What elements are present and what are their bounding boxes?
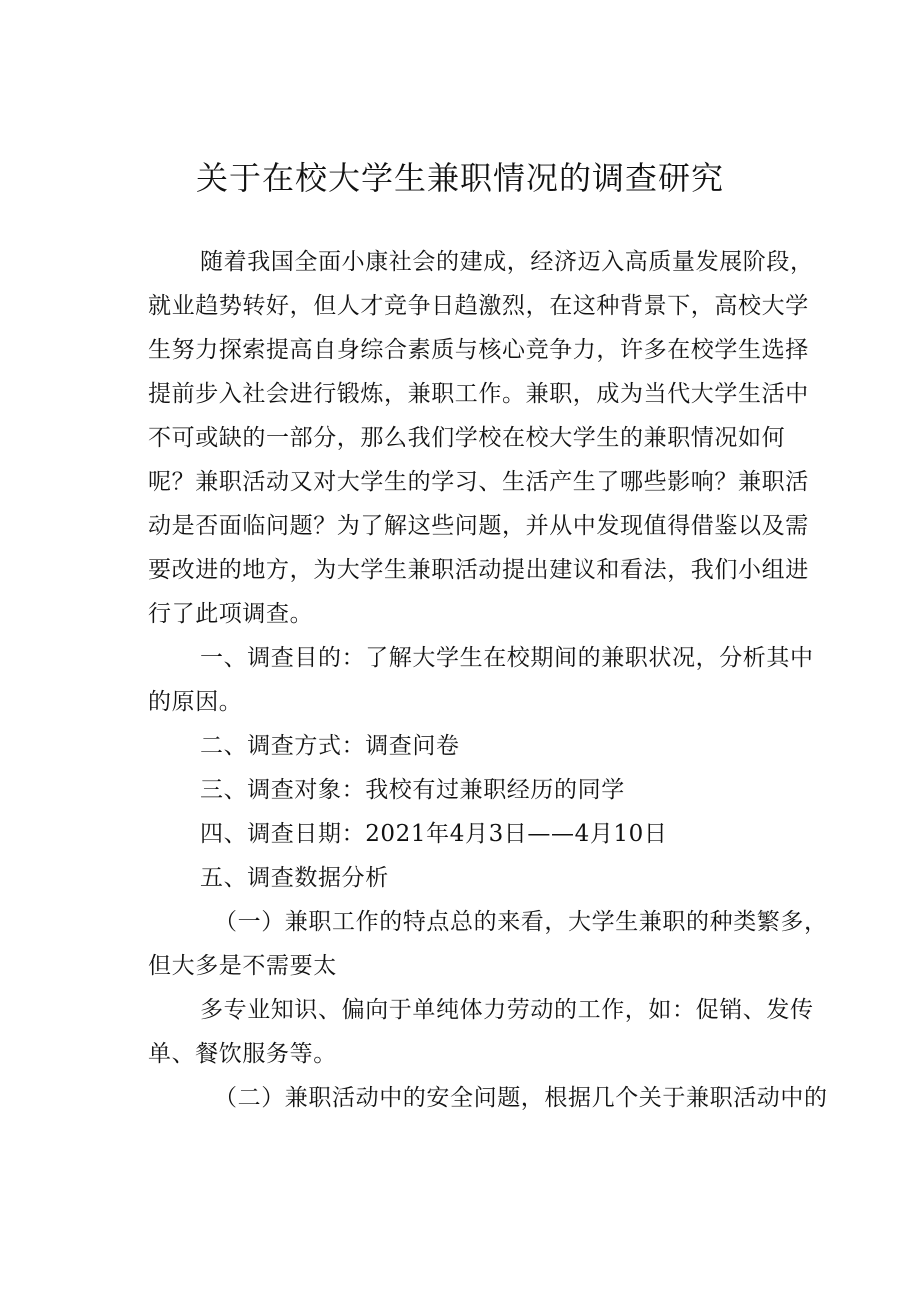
survey-method-paragraph: 二、调查方式：调查问卷 <box>200 733 460 759</box>
intro-paragraph: 随着我国全面小康社会的建成，经济迈入高质量发展阶段，就业趋势转好，但人才竞争日趋激烈，在这种背景下，高校大学生努力探索提高自身综合素质与核心竞争力，许多在校学生选择提前步入社会进行锻炼，兼职工作。兼职，成为当代大学生活中不可或缺的一部分，那么我们学校在校大学生的兼职情况如何呢？兼职活动又对大学生的学习、生活产生了哪些影响？兼职活动是否面临问题？为了解这些问题，并从中发现值得借鉴以及需要改进的地方，为大学生兼职活动提出建议和看法，我们小组进行了此项调查。 <box>148 249 814 627</box>
data-analysis-heading: 五、调查数据分析 <box>200 865 389 891</box>
survey-subject-paragraph: 三、调查对象：我校有过兼职经历的同学 <box>200 777 625 803</box>
safety-issues-paragraph: （二）兼职活动中的安全问题，根据几个关于兼职活动中的 <box>214 1085 828 1111</box>
survey-purpose-paragraph: 一、调查目的：了解大学生在校期间的兼职状况，分析其中的原因。 <box>148 645 814 715</box>
job-characteristics-continued-paragraph: 多专业知识、偏向于单纯体力劳动的工作，如：促销、发传单、餐饮服务等。 <box>148 997 814 1067</box>
job-characteristics-paragraph: （一）兼职工作的特点总的来看，大学生兼职的种类繁多，但大多是不需要太 <box>148 909 828 979</box>
document-title: 关于在校大学生兼职情况的调查研究 <box>195 159 724 197</box>
document-body <box>148 240 828 1120</box>
survey-date-paragraph: 四、调查日期：2021年4月3日——4月10日 <box>200 821 668 847</box>
